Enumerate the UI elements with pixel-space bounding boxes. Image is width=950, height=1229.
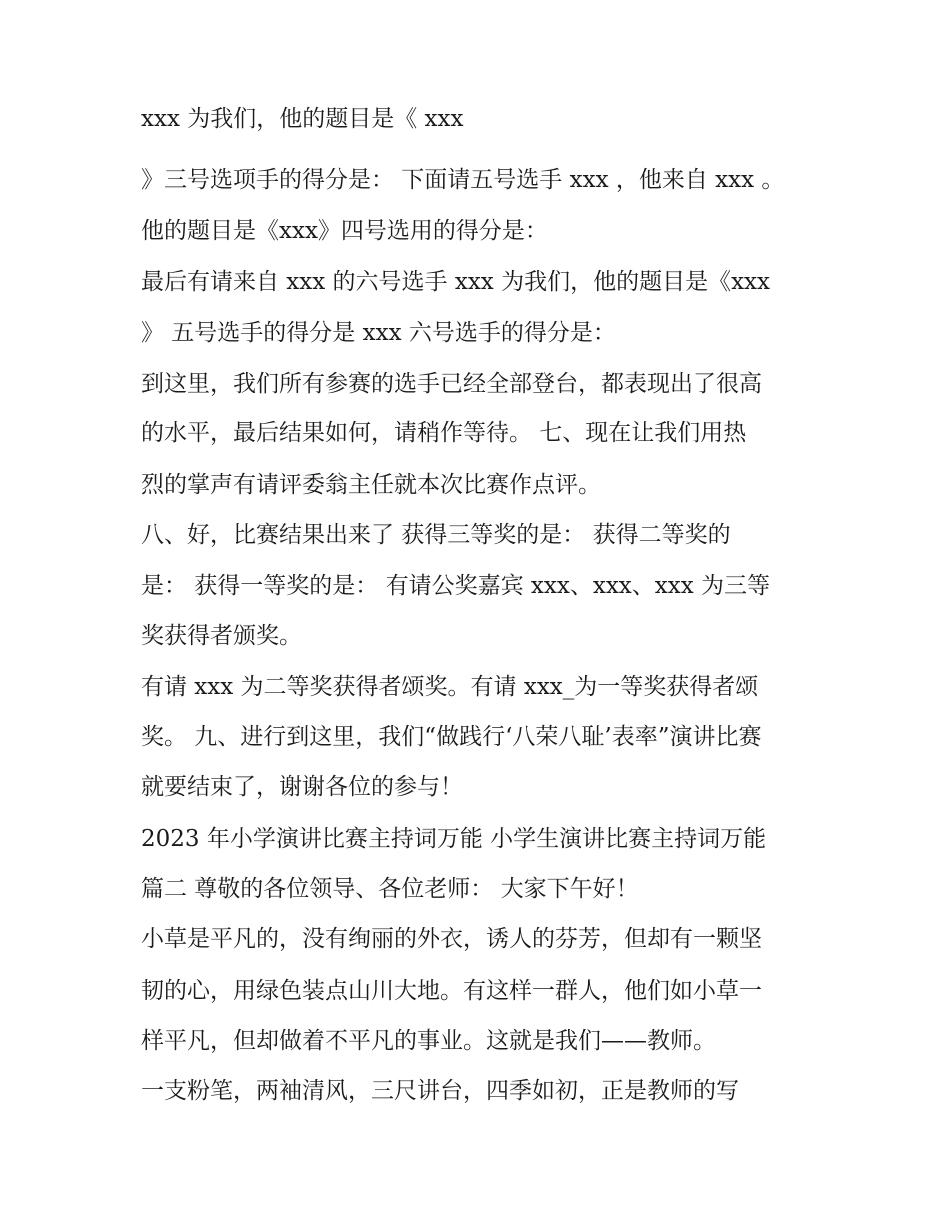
text-line-6: 到这里，我们所有参赛的选手已经全部登台，都表现出了很高	[141, 371, 762, 397]
text-line-7: 的水平，最后结果如何，请稍作等待。 七、现在让我们用热	[141, 420, 747, 446]
text-line-16: 篇二 尊敬的各位领导、各位老师： 大家下午好！	[141, 876, 639, 902]
text-line-5: 》 五号选手的得分是 xxx 六号选手的得分是：	[141, 320, 616, 346]
text-line-3: 他的题目是《xxx》四号选用的得分是：	[141, 218, 548, 244]
text-line-1: xxx 为我们，他的题目是《 xxx	[141, 106, 464, 132]
text-line-20: 一支粉笔，两袖清风，三尺讲台，四季如初，正是教师的写	[141, 1078, 739, 1104]
text-line-10: 是： 获得一等奖的是： 有请公奖嘉宾 xxx、xxx、xxx 为三等	[141, 573, 770, 599]
text-line-18: 韧的心，用绿色装点山川大地。有这样一群人，他们如小草一	[141, 978, 762, 1004]
text-line-19: 样平凡，但却做着不平凡的事业。这就是我们——教师。	[141, 1028, 716, 1054]
text-line-2: 》三号选项手的得分是： 下面请五号选手 xxx ，他来自 xxx 。	[141, 167, 785, 193]
text-line-8: 烈的掌声有请评委翁主任就本次比赛作点评。	[141, 472, 601, 498]
text-line-12: 有请 xxx 为二等奖获得者颂奖。有请 xxx_为一等奖获得者颂	[141, 674, 759, 700]
text-line-14: 就要结束了，谢谢各位的参与！	[141, 774, 463, 800]
text-line-13: 奖。 九、进行到这里，我们“做践行‘八荣八耻’表率”演讲比赛	[141, 724, 762, 750]
text-line-4: 最后有请来自 xxx 的六号选手 xxx 为我们，他的题目是《xxx	[141, 269, 770, 295]
text-line-9: 八、好，比赛结果出来了 获得三等奖的是： 获得二等奖的	[141, 522, 731, 548]
text-line-11: 奖获得者颁奖。	[141, 623, 302, 649]
text-line-17: 小草是平凡的，没有绚丽的外衣，诱人的芬芳，但却有一颗坚	[141, 926, 762, 952]
text-line-15: 2023 年小学演讲比赛主持词万能 小学生演讲比赛主持词万能	[141, 826, 767, 852]
